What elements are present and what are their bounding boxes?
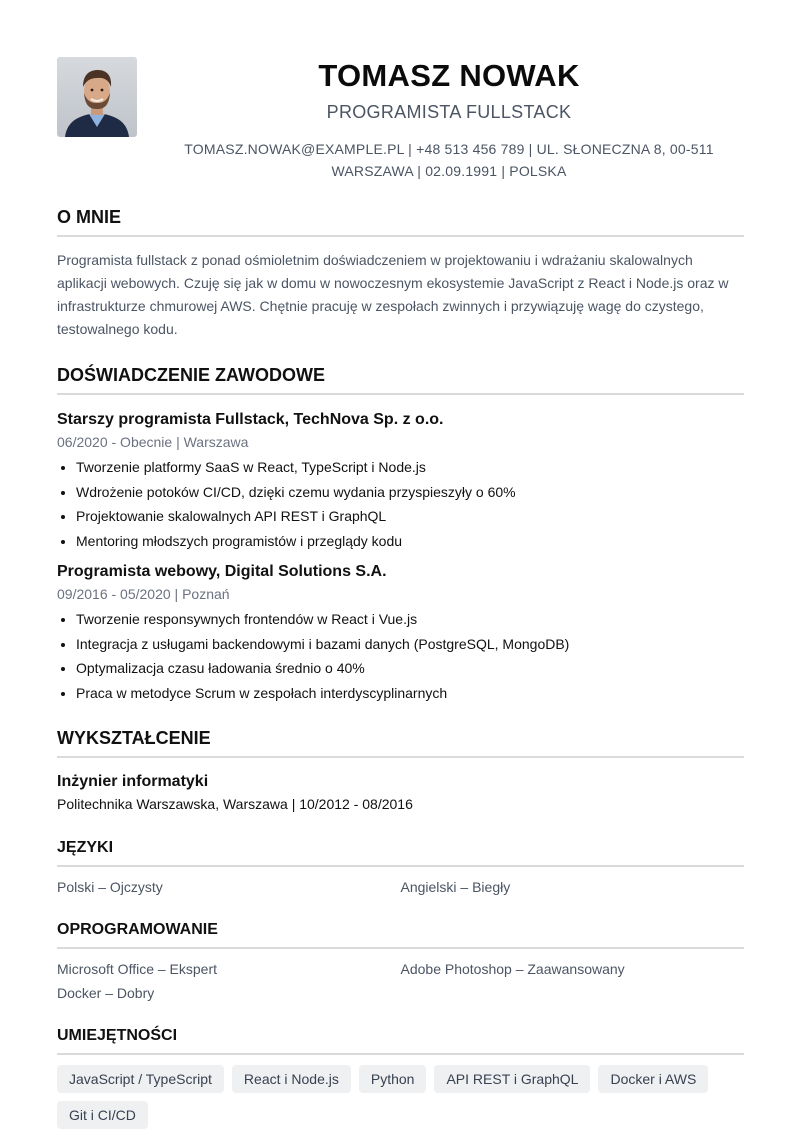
- skill-chip: API REST i GraphQL: [434, 1065, 590, 1093]
- job-meta: 09/2016 - 05/2020 | Poznań: [57, 586, 230, 602]
- contact-info: TOMASZ.NOWAK@EXAMPLE.PL | +48 513 456 789 | UL. SŁONECZNA 8, 00-511 WARSZAWA | 02.09.1991 | POLSKA: [184, 141, 714, 179]
- about-text: Programista fullstack z ponad ośmioletnim doświadczeniem w projektowaniu i wdrażaniu skalowalnych aplikacji webowych. Czuję się jak w domu w nowoczesnym ekosystemie JavaScript z React i Node.js oraz w infrastrukturze chmurowej AWS. Chętnie pracuję w zespołach zwinnych i przywiązuję wagę do czystego, testowalnego kodu.: [57, 252, 729, 337]
- job-title: Programista webowy, Digital Solutions S.A.: [57, 563, 387, 580]
- job-role: PROGRAMISTA FULLSTACK: [326, 102, 572, 122]
- job-bullet: • Tworzenie platformy SaaS w React, TypeScript i Node.js: [76, 455, 744, 480]
- section-title-experience: DOŚWIADCZENIE ZAWODOWE: [57, 362, 744, 395]
- skill-chip: JavaScript / TypeScript: [57, 1065, 224, 1093]
- section-title-skills: UMIEJĘTNOŚCI: [57, 1023, 744, 1055]
- section-title-software: OPROGRAMOWANIE: [57, 917, 744, 949]
- job-bullets: [57, 455, 744, 553]
- language-item: Polski – Ojczysty: [57, 879, 163, 895]
- job-bullet: • Projektowanie skalowalnych API REST i GraphQL: [76, 504, 744, 529]
- skill-chip: React i Node.js: [232, 1065, 351, 1093]
- resume-header: [160, 56, 738, 182]
- person-photo-icon: [57, 57, 137, 137]
- job-bullet: • Praca w metodyce Scrum w zespołach interdyscyplinarnych: [76, 681, 744, 706]
- job-entry: [57, 561, 744, 705]
- job-bullet: • Mentoring młodszych programistów i przeglądy kodu: [76, 529, 744, 554]
- software-item: Adobe Photoshop – Zaawansowany: [400, 961, 625, 977]
- software-item: Microsoft Office – Ekspert: [57, 961, 218, 977]
- section-title-languages: JĘZYKI: [57, 835, 744, 867]
- profile-photo: [57, 57, 137, 137]
- job-bullet: • Optymalizacja czasu ładowania średnio o 40%: [76, 656, 744, 681]
- full-name: TOMASZ NOWAK: [318, 58, 580, 93]
- section-title-about: O MNIE: [57, 204, 744, 237]
- job-meta: 06/2020 - Obecnie | Warszawa: [57, 434, 249, 450]
- job-bullet: • Tworzenie responsywnych frontendów w React i Vue.js: [76, 607, 744, 632]
- software-list: [57, 957, 744, 1005]
- job-bullets: [57, 607, 744, 705]
- languages-list: [57, 875, 744, 899]
- language-item: Angielski – Biegły: [400, 879, 511, 895]
- skills-list: [57, 1065, 744, 1129]
- section-title-education: WYKSZTAŁCENIE: [57, 725, 744, 758]
- resume-content: [57, 204, 744, 1129]
- skill-chip: Git i CI/CD: [57, 1101, 148, 1129]
- software-item: Docker – Dobry: [57, 985, 155, 1001]
- job-entry: [57, 409, 744, 553]
- skill-chip: Docker i AWS: [598, 1065, 708, 1093]
- education-degree: Inżynier informatyki: [57, 773, 209, 790]
- education-meta: Politechnika Warszawska, Warszawa | 10/2012 - 08/2016: [57, 796, 413, 812]
- skill-chip: Python: [359, 1065, 427, 1093]
- job-bullet: • Wdrożenie potoków CI/CD, dzięki czemu wydania przyspieszyły o 60%: [76, 480, 744, 505]
- job-bullet: • Integracja z usługami backendowymi i bazami danych (PostgreSQL, MongoDB): [76, 632, 744, 657]
- job-title: Starszy programista Fullstack, TechNova Sp. z o.o.: [57, 411, 444, 428]
